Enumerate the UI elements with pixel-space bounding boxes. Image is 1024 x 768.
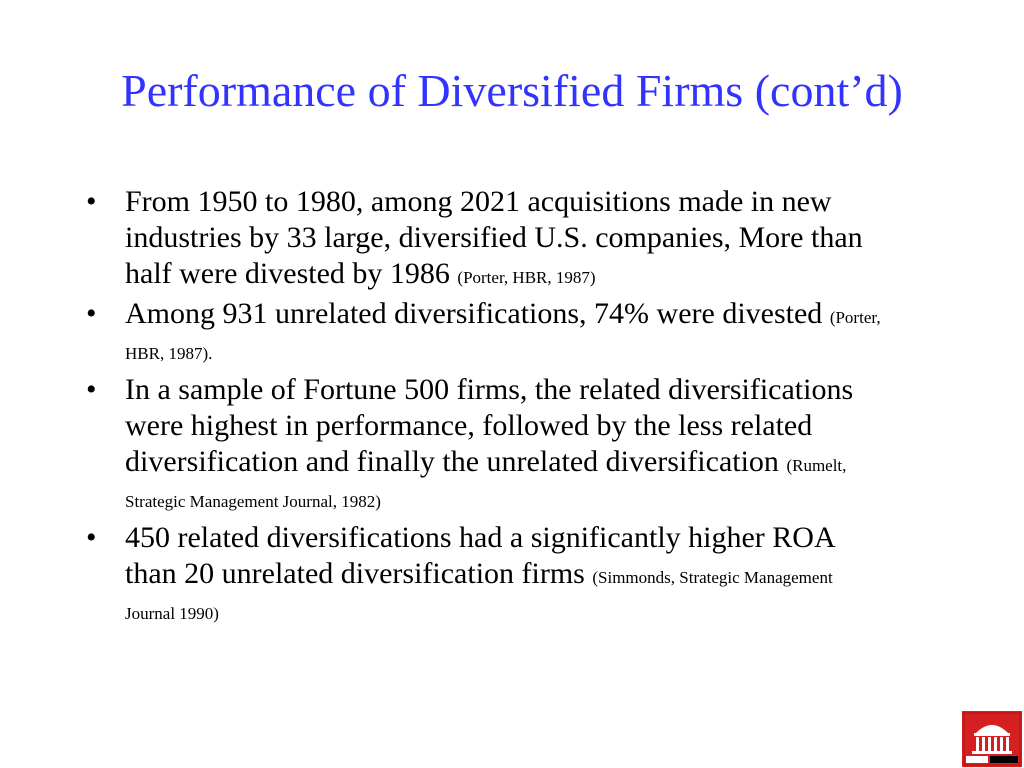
bullet-mark: • xyxy=(86,521,97,554)
bullet-citation: (Porter, HBR, 1987). xyxy=(125,308,881,363)
bullet-mark: • xyxy=(86,185,97,218)
bullet-text: In a sample of Fortune 500 firms, the related diversifications were highest in performance, followed by the less related diversification and finally the unrelated diversification xyxy=(125,373,854,478)
bullet-citation: (Porter, HBR, 1987) xyxy=(457,268,596,287)
bullet-mark: • xyxy=(86,297,97,330)
mit-sloan-dome-icon xyxy=(962,711,1022,767)
bullet-text: From 1950 to 1980, among 2021 acquisitions made in new industries by 33 large, diversified U.S. companies, More than half were divested by 1986 xyxy=(125,185,863,290)
bullet-citation: (Rumelt, Strategic Management Journal, 1982) xyxy=(125,456,847,511)
bullet-citation: (Simmonds, Strategic Management Journal 1990) xyxy=(125,568,833,623)
bullet-text: Among 931 unrelated diversifications, 74% were divested xyxy=(125,297,830,330)
bullet-list xyxy=(86,184,886,632)
bullet-item xyxy=(86,372,886,516)
bullet-item xyxy=(86,520,886,628)
slide-title: Performance of Diversified Firms (cont’d) xyxy=(121,65,903,116)
bullet-item xyxy=(86,184,886,292)
bullet-text: 450 related diversifications had a significantly higher ROA than 20 unrelated diversification firms xyxy=(125,521,834,590)
bullet-mark: • xyxy=(86,373,97,406)
bullet-item xyxy=(86,296,886,368)
mit-sloan-logo xyxy=(962,711,1022,767)
